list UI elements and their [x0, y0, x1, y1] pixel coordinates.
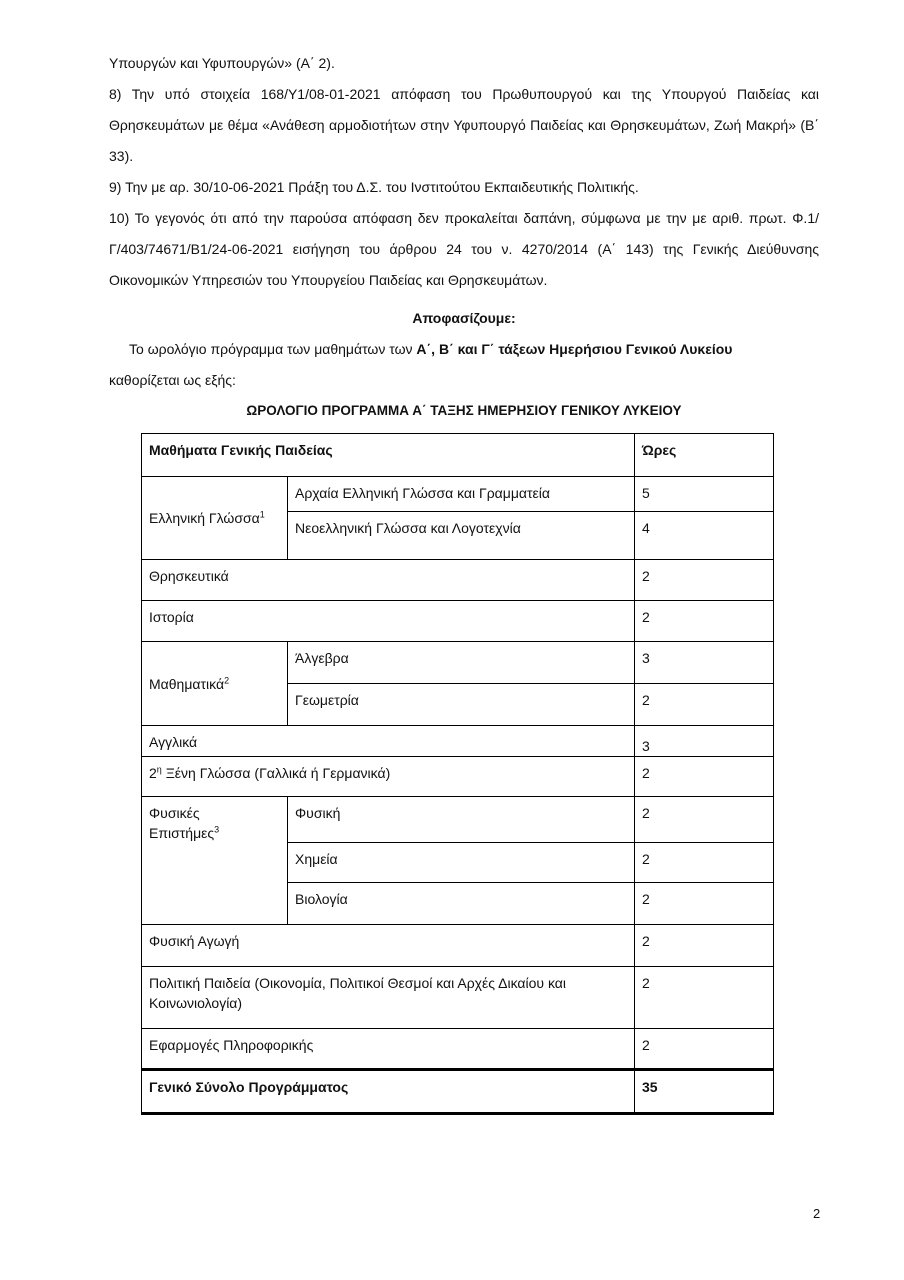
paragraph-item-8: 8) Την υπό στοιχεία 168/Υ1/08-01-2021 απόφαση του Πρωθυπουργού και της Υπουργού Παιδείας και Θρησκευμάτων με θέμα «Ανάθεση αρμοδιοτήτων στην Υφυπουργό Παιδείας και Θρησκευμάτων, Ζωή Μακρή» (Β΄ 33). — [109, 86, 819, 164]
hours-cell: 2 — [635, 560, 774, 601]
schedule-table — [141, 433, 774, 1115]
subsubject-physics: Φυσική — [288, 797, 635, 843]
subject-greek: Ελληνική Γλώσσα$^1$ — [142, 477, 288, 560]
total-label: Γενικό Σύνολο Προγράμματος — [142, 1070, 635, 1114]
subject-religion: Θρησκευτικά — [142, 560, 635, 601]
paragraph-item-9: 9) Την με αρ. 30/10-06-2021 Πράξη του Δ.Σ. του Ινστιτούτου Εκπαιδευτικής Πολιτικής. — [109, 179, 639, 195]
table-row — [142, 1029, 774, 1070]
paragraph-item-10: 10) Το γεγονός ότι από την παρούσα απόφαση δεν προκαλείται δαπάνη, σύμφωνα με την με αριθ. πρωτ. Φ.1/Γ/403/74671/Β1/24-06-2021 εισήγηση του άρθρου 24 του ν. 4270/2014 (Α΄ 143) της Γενικής Διεύθυνσης Οικονομικών Υπηρεσιών του Υπουργείου Παιδείας και Θρησκευμάτων. — [109, 210, 819, 288]
hours-cell: 3 — [635, 726, 774, 757]
hours-cell: 2 — [635, 601, 774, 642]
subject-math: Μαθηματικά$^2$ — [142, 642, 288, 726]
subject-english: Αγγλικά — [142, 726, 635, 757]
table-row — [142, 925, 774, 967]
intro-text: Το ωρολόγιο πρόγραμμα των μαθημάτων των — [129, 341, 417, 357]
subsubject-algebra: Άλγεβρα — [288, 642, 635, 684]
subject-sciences: Φυσικές Επιστήμες$^3$ — [142, 797, 288, 925]
hours-cell: 2 — [635, 1029, 774, 1070]
table-row — [142, 477, 774, 512]
table-title: ΩΡΟΛΟΓΙΟ ΠΡΟΓΡΑΜΜΑ Α΄ ΤΑΞΗΣ ΗΜΕΡΗΣΙΟΥ ΓΕΝΙΚΟΥ ΛΥΚΕΙΟΥ — [246, 403, 682, 418]
subsubject-ancient-greek: Αρχαία Ελληνική Γλώσσα και Γραμματεία — [288, 477, 635, 512]
total-hours: 35 — [635, 1070, 774, 1114]
intro-bold-text: Α΄, Β΄ και Γ΄ τάξεων Ημερήσιου Γενικού Λυκείου — [416, 341, 733, 357]
subsubject-geometry: Γεωμετρία — [288, 684, 635, 726]
table-row — [142, 726, 774, 757]
hours-cell: 2 — [635, 757, 774, 797]
paragraph-continuation: Υπουργών και Υφυπουργών» (Α΄ 2). — [109, 55, 335, 71]
subject-history: Ιστορία — [142, 601, 635, 642]
intro-text-end: καθορίζεται ως εξής: — [109, 372, 236, 388]
table-row — [142, 797, 774, 843]
subject-informatics: Εφαρμογές Πληροφορικής — [142, 1029, 635, 1070]
hours-cell: 2 — [635, 843, 774, 883]
table-row — [142, 560, 774, 601]
table-row — [142, 601, 774, 642]
hours-cell: 2 — [635, 967, 774, 1029]
hours-cell: 2 — [635, 883, 774, 925]
table-row — [142, 967, 774, 1029]
hours-cell: 4 — [635, 512, 774, 560]
table-total-row — [142, 1070, 774, 1114]
subject-civics: Πολιτική Παιδεία (Οικονομία, Πολιτικοί Θεσμοί και Αρχές Δικαίου και Κοινωνιολογία) — [142, 967, 635, 1029]
table-row — [142, 642, 774, 684]
intro-paragraph — [109, 334, 819, 396]
subsubject-biology: Βιολογία — [288, 883, 635, 925]
page-number: 2 — [813, 1206, 821, 1221]
hours-cell: 2 — [635, 925, 774, 967]
decision-heading: Αποφασίζουμε: — [412, 310, 516, 326]
table-row — [142, 757, 774, 797]
subsubject-modern-greek: Νεοελληνική Γλώσσα και Λογοτεχνία — [288, 512, 635, 560]
hours-cell: 2 — [635, 797, 774, 843]
subject-second-foreign-language: $2^\eta$ Ξένη Γλώσσα (Γαλλικά ή Γερμανικά) — [142, 757, 635, 797]
subject-physical-education: Φυσική Αγωγή — [142, 925, 635, 967]
hours-cell: 2 — [635, 684, 774, 726]
hours-cell: 3 — [635, 642, 774, 684]
table-header-row — [142, 434, 774, 477]
hours-cell: 5 — [635, 477, 774, 512]
header-subjects: Μαθήματα Γενικής Παιδείας — [142, 434, 635, 477]
header-hours: Ώρες — [635, 434, 774, 477]
subsubject-chemistry: Χημεία — [288, 843, 635, 883]
